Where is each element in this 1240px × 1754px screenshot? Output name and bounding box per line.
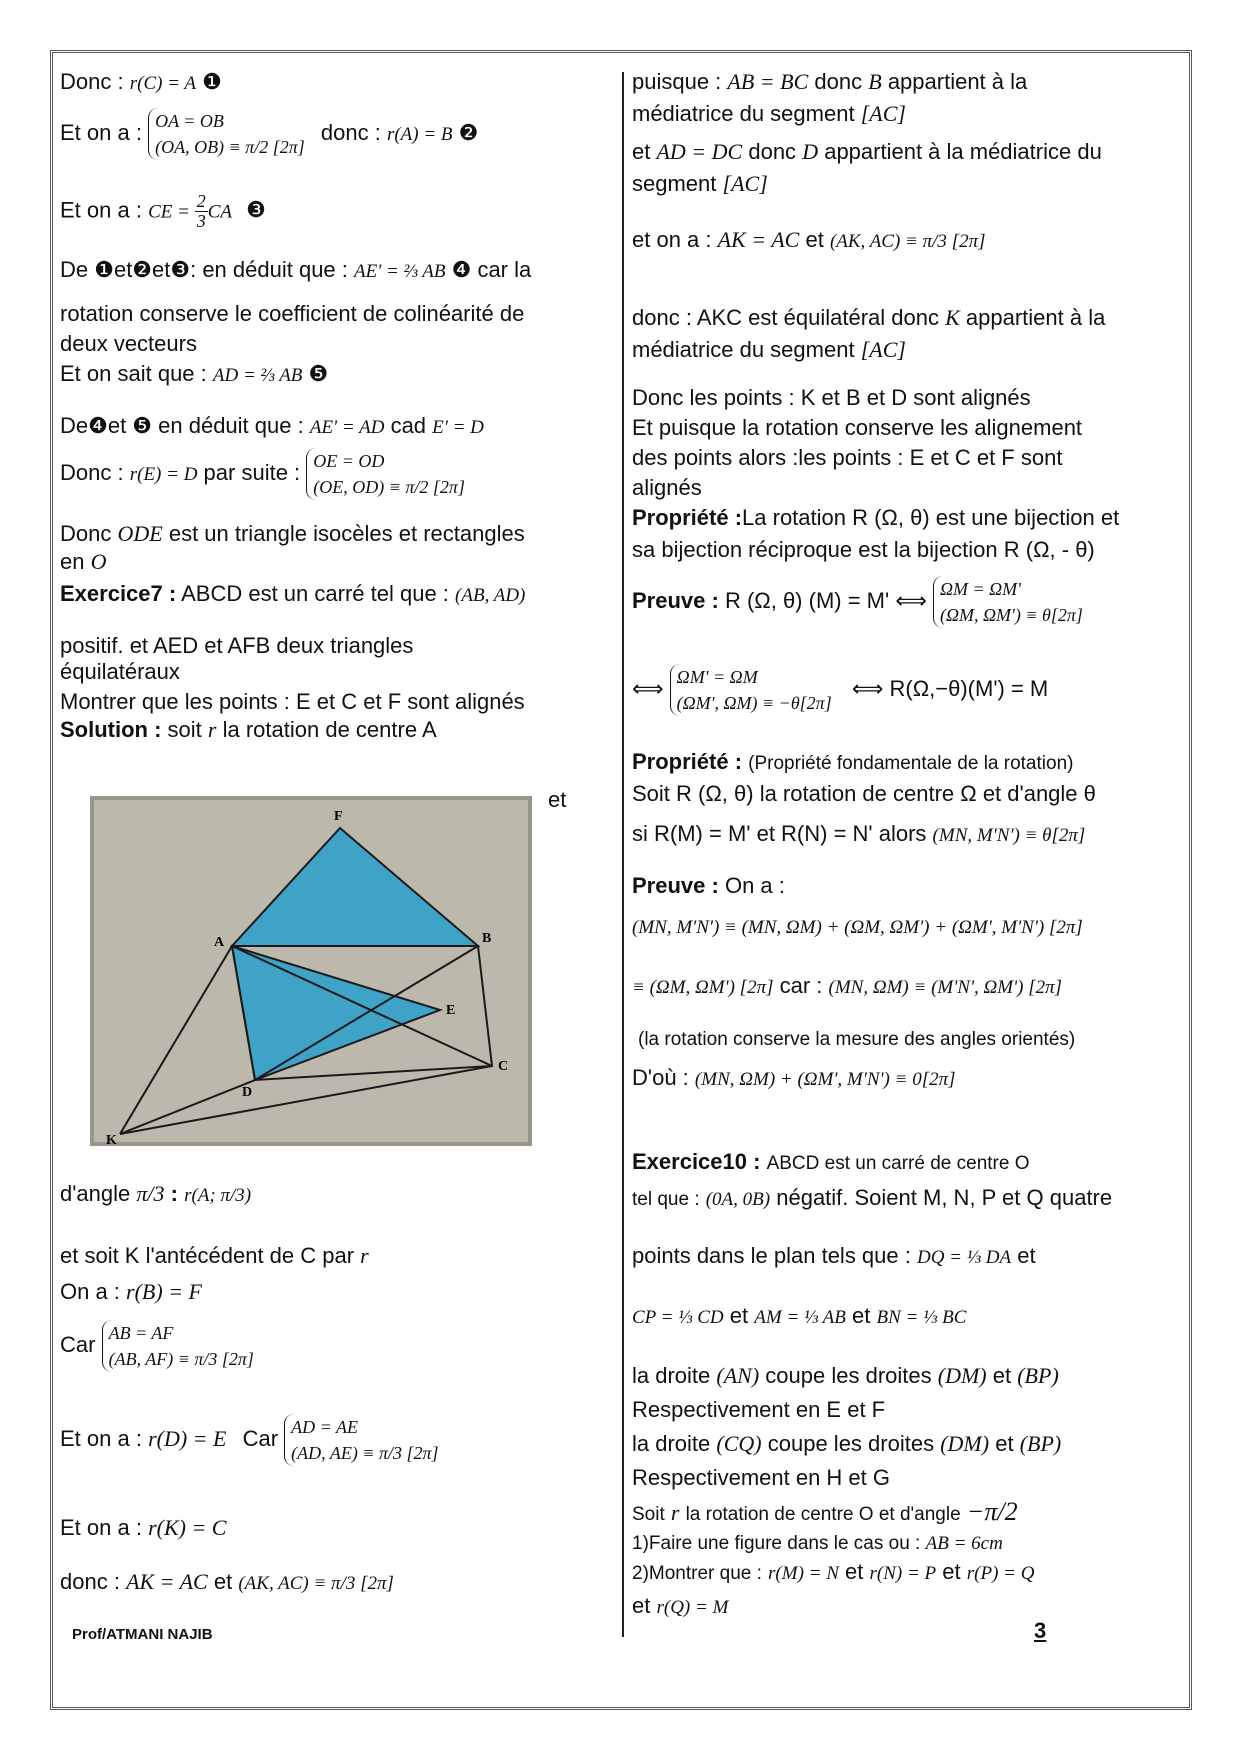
text-line: (la rotation conserve la mesure des angles orientés)	[638, 1029, 1076, 1050]
line: D'où : (MN, ΩM) + (ΩM', M'N') ≡ 0[2π]	[632, 1065, 956, 1090]
text-line: et	[548, 787, 567, 812]
line: points dans le plan tels que : DQ = ⅓ DA et	[632, 1243, 1036, 1268]
line: segment [AC]	[632, 171, 768, 196]
line: Preuve : R (Ω, θ) (M) = M' ⟺ ΩM = ΩM' (ΩM, ΩM') ≡ θ[2π]	[632, 576, 1083, 628]
line: Et on a : OA = OB (OA, OB) ≡ π/2 [2π] donc : r(A) = B ❷	[60, 108, 478, 160]
label-c: C	[498, 1059, 509, 1074]
text-line: des points alors :les points : E et C et F sont	[632, 445, 1063, 470]
text-line: positif. et AED et AFB deux triangles	[60, 633, 414, 658]
line: et soit K l'antécédent de C par r	[60, 1243, 369, 1268]
line: puisque : AB = BC donc B appartient à la	[632, 69, 1028, 94]
label-b: B	[482, 931, 492, 946]
line: ⟺ ΩM' = ΩM (ΩM', ΩM) ≡ −θ[2π] ⟺ R(Ω,−θ)(M') = M	[632, 664, 1048, 716]
line: Donc : r(C) = A ❶	[60, 69, 222, 94]
line: Propriété : (Propriété fondamentale de la rotation)	[632, 749, 1074, 774]
line: De❹et ❺ en déduit que : AE' = AD cad E' = D	[60, 413, 484, 438]
line: Donc : r(E) = D par suite : OE = OD (OE, OD) ≡ π/2 [2π]	[60, 448, 465, 500]
label-f: F	[334, 809, 343, 824]
label-d: D	[242, 1085, 253, 1100]
label-k: K	[106, 1133, 117, 1146]
label-a: A	[214, 935, 225, 950]
equation-system: ΩM = ΩM' (ΩM, ΩM') ≡ θ[2π]	[933, 576, 1083, 628]
line: d'angle π/3 : r(A; π/3)	[60, 1181, 252, 1206]
line: 2)Montrer que : r(M) = N et r(N) = P et r(P) = Q	[632, 1559, 1035, 1584]
line: Soit r la rotation de centre O et d'angle −π/2	[632, 1497, 1018, 1526]
line: Propriété :La rotation R (Ω, θ) est une bijection et	[632, 505, 1120, 530]
line: Et on a : r(K) = C	[60, 1515, 227, 1540]
text-line: alignés	[632, 475, 702, 500]
line: Exercice7 : ABCD est un carré tel que : (AB, AD)	[60, 581, 526, 606]
column-divider	[622, 72, 624, 1637]
fraction: $\frac{2}{3}$	[196, 191, 206, 231]
line: et r(Q) = M	[632, 1593, 729, 1618]
label-e: E	[446, 1003, 456, 1018]
line: médiatrice du segment [AC]	[632, 337, 906, 362]
equation-system: OA = OB (OA, OB) ≡ π/2 [2π]	[148, 108, 305, 160]
equation-system: OE = OD (OE, OD) ≡ π/2 [2π]	[306, 448, 465, 500]
line: et AD = DC donc D appartient à la médiatrice du	[632, 139, 1102, 164]
line: Donc ODE est un triangle isocèles et rectangles	[60, 521, 525, 546]
geometry-figure	[90, 796, 532, 1146]
line: la droite (AN) coupe les droites (DM) et (BP)	[632, 1363, 1059, 1388]
equation-system: AB = AF (AB, AF) ≡ π/3 [2π]	[102, 1320, 254, 1372]
line: Solution : soit r la rotation de centre A	[60, 717, 437, 742]
text-line: Soit R (Ω, θ) la rotation de centre Ω et d'angle θ	[632, 781, 1096, 806]
line: Exercice10 : ABCD est un carré de centre O	[632, 1149, 1030, 1174]
line: tel que : (0A, 0B) négatif. Soient M, N, P et Q quatre	[632, 1185, 1113, 1210]
line: et on a : AK = AC et (AK, AC) ≡ π/3 [2π]	[632, 227, 986, 252]
page-number: 3	[1034, 1618, 1047, 1643]
text-line: Respectivement en E et F	[632, 1397, 886, 1422]
equation-system: AD = AE (AD, AE) ≡ π/3 [2π]	[284, 1414, 438, 1466]
text-line: Et puisque la rotation conserve les alignement	[632, 415, 1083, 440]
line: donc : AKC est équilatéral donc K appartient à la	[632, 305, 1106, 330]
equation: (MN, M'N') ≡ (MN, ΩM) + (ΩM, ΩM') + (ΩM', M'N') [2π]	[632, 917, 1083, 938]
line: Et on a : CE = $\frac{2}{3}$ CA ❸	[60, 191, 266, 231]
text-line: rotation conserve le coefficient de colinéarité de	[60, 301, 525, 326]
text-line: sa bijection réciproque est la bijection R (Ω, - θ)	[632, 537, 1095, 562]
line: donc : AK = AC et (AK, AC) ≡ π/3 [2π]	[60, 1569, 394, 1594]
text-line: deux vecteurs	[60, 331, 197, 356]
line: On a : r(B) = F	[60, 1279, 202, 1304]
line: la droite (CQ) coupe les droites (DM) et (BP)	[632, 1431, 1062, 1456]
line: 1)Faire une figure dans le cas ou : AB = 6cm	[632, 1533, 1003, 1554]
line: Preuve : On a :	[632, 873, 785, 898]
line: CP = ⅓ CD et AM = ⅓ AB et BN = ⅓ BC	[632, 1303, 967, 1328]
equation-system: ΩM' = ΩM (ΩM', ΩM) ≡ −θ[2π]	[670, 664, 832, 716]
line: ≡ (ΩM, ΩM') [2π] car : (MN, ΩM) ≡ (M'N', ΩM') [2π]	[632, 973, 1063, 998]
line: Et on sait que : AD = ⅔ AB ❺	[60, 361, 329, 386]
text-line: Respectivement en H et G	[632, 1465, 891, 1490]
line: De ❶et❷et❸: en déduit que : AE' = ⅔ AB ❹ car la	[60, 257, 532, 282]
line: médiatrice du segment [AC]	[632, 101, 906, 126]
text-line: équilatéraux	[60, 659, 180, 684]
text-line: Donc les points : K et B et D sont alignés	[632, 385, 1031, 410]
line: Car AB = AF (AB, AF) ≡ π/3 [2π]	[60, 1320, 254, 1372]
text-line: Montrer que les points : E et C et F sont alignés	[60, 689, 525, 714]
line: si R(M) = M' et R(N) = N' alors (MN, M'N') ≡ θ[2π]	[632, 821, 1086, 846]
footer-author: Prof/ATMANI NAJIB	[72, 1626, 213, 1643]
line: en O	[60, 549, 107, 574]
line: Et on a : r(D) = E Car AD = AE (AD, AE) ≡ π/3 [2π]	[60, 1414, 439, 1466]
